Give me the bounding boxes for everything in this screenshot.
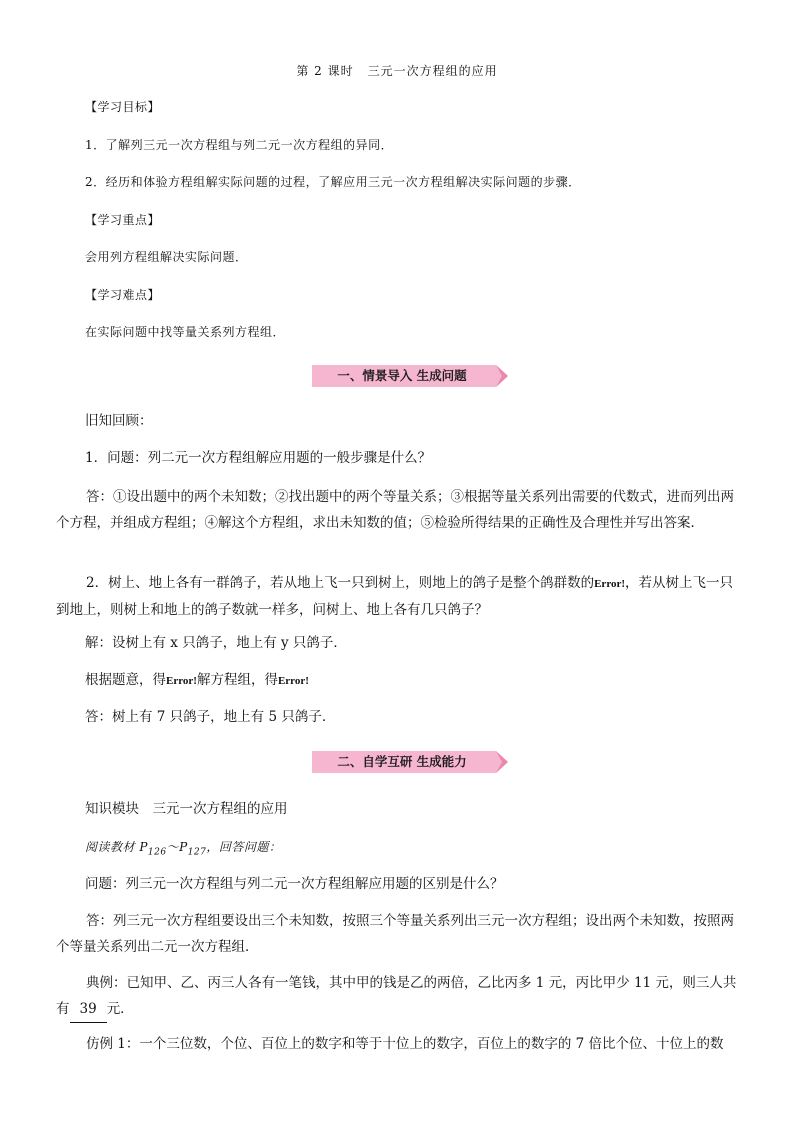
answer-1: 答：①设出题中的两个未知数；②找出题中的两个等量关系；③根据等量关系列出需要的代数式，进而列出两个方程，并组成方程组；④解这个方程组，求出未知数的值；⑤检验所得结果的正确性及合理性并写出答案． bbox=[56, 489, 734, 531]
solution-system: 根据题意，得Error!解方程组，得Error! bbox=[85, 672, 309, 688]
objectives-heading: 【学习目标】 bbox=[85, 100, 161, 114]
error-field: Error! bbox=[594, 578, 626, 590]
module-label: 知识模块 三元一次方程组的应用 bbox=[85, 801, 288, 817]
page-title bbox=[0, 62, 794, 79]
section-1-banner bbox=[312, 365, 508, 387]
solution-answer: 答：树上有 7 只鸽子，地上有 5 只鸽子． bbox=[85, 709, 336, 725]
difficulty-text: 在实际问题中找等量关系列方程组． bbox=[85, 325, 286, 339]
review-label: 旧知回顾： bbox=[85, 413, 153, 429]
focus-heading: 【学习重点】 bbox=[85, 213, 161, 227]
section-2-title: 二、自学互研 生成能力 bbox=[337, 754, 467, 769]
lesson-title: 三元一次方程组的应用 bbox=[367, 64, 498, 78]
solution-setup: 解：设树上有 x 只鸽子，地上有 y 只鸽子． bbox=[85, 635, 347, 651]
objective-1: 1．了解列三元一次方程组与列二元一次方程组的异同． bbox=[85, 138, 394, 152]
answer-3: 答：列三元一次方程组要设出三个未知数，按照三个等量关系列出三元一次方程组；设出两个未知数，按照两个等量关系列出二元一次方程组． bbox=[56, 913, 734, 955]
question-1: 1．问题：列二元一次方程组解应用题的一般步骤是什么？ bbox=[85, 450, 432, 466]
objective-2: 2．经历和体验方程组解实际问题的过程，了解应用三元一次方程组解决实际问题的步骤． bbox=[85, 175, 581, 189]
reading-instruction: 阅读教材 $P_{126}\sim P_{127}$，回答问题： bbox=[85, 840, 282, 858]
lesson-number: 第 2 课时 bbox=[296, 64, 354, 78]
question-2: 2．树上、地上各有一群鸽子，若从地上飞一只到树上，则地上的鸽子是整个鸽群数的Error!，若从树上飞一只到地上，则树上和地上的鸽子数就一样多，问树上、地上各有几只鸽子？ bbox=[56, 575, 734, 618]
focus-text: 会用列方程组解决实际问题． bbox=[85, 250, 248, 264]
difficulty-heading: 【学习难点】 bbox=[85, 288, 161, 302]
example-problem: 典例：已知甲、乙、丙三人各有一笔钱，其中甲的钱是乙的两倍，乙比丙多 1 元，丙比甲少 11 元，则三人共有 39 元． bbox=[56, 970, 738, 1023]
section-2-banner bbox=[312, 751, 508, 773]
section-1-title: 一、情景导入 生成问题 bbox=[337, 368, 467, 383]
error-field: Error! bbox=[277, 675, 309, 687]
question-3: 问题：列三元一次方程组与列二元一次方程组解应用题的区别是什么？ bbox=[85, 876, 504, 892]
imitation-example-1: 仿例 1：一个三位数，个位、百位上的数字和等于十位上的数字，百位上的数字的 7 倍比个位、十位上的数 bbox=[86, 1036, 724, 1052]
error-field: Error! bbox=[166, 675, 197, 687]
answer-blank: 39 bbox=[70, 996, 107, 1023]
